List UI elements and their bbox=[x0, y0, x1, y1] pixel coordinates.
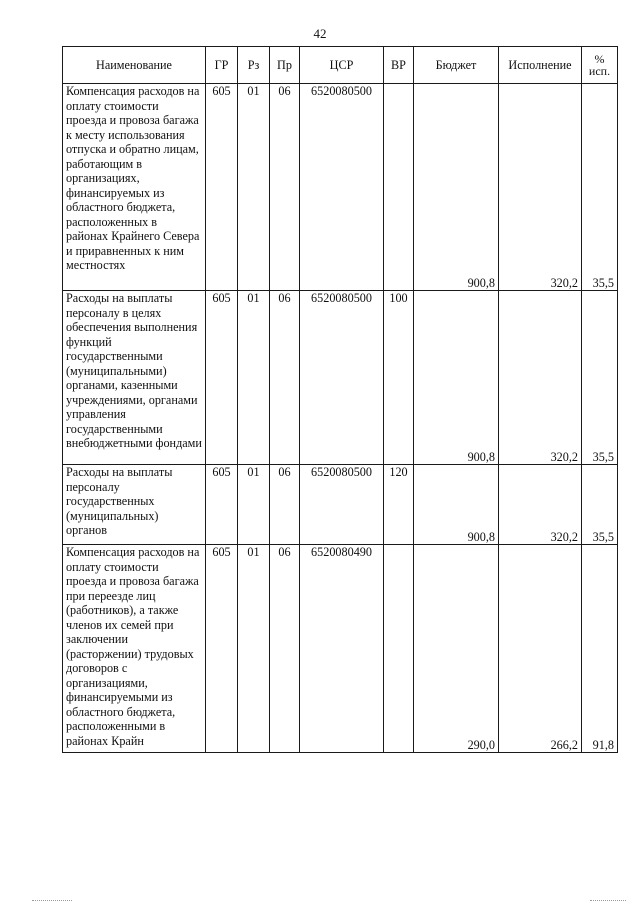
row-rz: 01 bbox=[238, 545, 270, 753]
row-csr: 6520080500 bbox=[300, 84, 384, 291]
row-pr: 06 bbox=[270, 465, 300, 545]
row-percent: 35,5 bbox=[582, 465, 618, 545]
header-percent bbox=[582, 47, 618, 84]
row-execution: 266,2 bbox=[499, 545, 582, 753]
row-gr: 605 bbox=[206, 291, 238, 465]
row-budget: 290,0 bbox=[414, 545, 499, 753]
row-csr: 6520080500 bbox=[300, 465, 384, 545]
page-number: 42 bbox=[313, 26, 327, 41]
table-header-row bbox=[63, 47, 618, 84]
budget-execution-table bbox=[62, 46, 618, 753]
row-name: Компенсация расходов на оплату стоимости проезда и провоза багажа к месту использования отпуска и обратно лицам, работающим в организациях, финансируемых из областного бюджета, расположенных в районах Крайнего Севера и приравненных к ним местностях bbox=[63, 84, 206, 291]
table-row bbox=[63, 291, 618, 465]
row-vr bbox=[384, 84, 414, 291]
row-name: Компенсация расходов на оплату стоимости проезда и провоза багажа при переезде лиц (работников), а также членов их семей при заключении (расторжении) трудовых договоров с организациями, финансируемыми из областного бюджета, расположенными в районах Крайн bbox=[63, 545, 206, 753]
row-rz: 01 bbox=[238, 291, 270, 465]
row-gr: 605 bbox=[206, 84, 238, 291]
row-budget: 900,8 bbox=[414, 84, 499, 291]
row-gr: 605 bbox=[206, 465, 238, 545]
row-percent: 35,5 bbox=[582, 291, 618, 465]
row-pr: 06 bbox=[270, 291, 300, 465]
header-budget: Бюджет bbox=[414, 47, 499, 84]
row-csr: 6520080500 bbox=[300, 291, 384, 465]
scan-mark-right bbox=[590, 900, 626, 901]
header-percent-symbol: % bbox=[594, 52, 605, 66]
row-name: Расходы на выплаты персоналу в целях обеспечения выполнения функций государственными (муниципальными) органами, казенными учреждениями, органами управления государственными внебюджетными фондами bbox=[63, 291, 206, 465]
row-vr: 120 bbox=[384, 465, 414, 545]
header-name: Наименование bbox=[63, 47, 206, 84]
scan-mark-left bbox=[32, 900, 72, 901]
row-budget: 900,8 bbox=[414, 465, 499, 545]
row-rz: 01 bbox=[238, 84, 270, 291]
row-percent: 91,8 bbox=[582, 545, 618, 753]
row-percent: 35,5 bbox=[582, 84, 618, 291]
row-csr: 6520080490 bbox=[300, 545, 384, 753]
row-gr: 605 bbox=[206, 545, 238, 753]
header-vr: ВР bbox=[384, 47, 414, 84]
table-row bbox=[63, 545, 618, 753]
row-vr: 100 bbox=[384, 291, 414, 465]
row-execution: 320,2 bbox=[499, 84, 582, 291]
header-percent-label: исп. bbox=[588, 64, 611, 78]
header-gr: ГР bbox=[206, 47, 238, 84]
row-name: Расходы на выплаты персоналу государственных (муниципальных) органов bbox=[63, 465, 206, 545]
row-pr: 06 bbox=[270, 545, 300, 753]
table-row bbox=[63, 465, 618, 545]
row-vr bbox=[384, 545, 414, 753]
row-pr: 06 bbox=[270, 84, 300, 291]
row-execution: 320,2 bbox=[499, 291, 582, 465]
row-budget: 900,8 bbox=[414, 291, 499, 465]
header-pr: Пр bbox=[270, 47, 300, 84]
header-csr: ЦСР bbox=[300, 47, 384, 84]
row-execution: 320,2 bbox=[499, 465, 582, 545]
header-execution: Исполнение bbox=[499, 47, 582, 84]
row-rz: 01 bbox=[238, 465, 270, 545]
header-rz: Рз bbox=[238, 47, 270, 84]
table-row bbox=[63, 84, 618, 291]
